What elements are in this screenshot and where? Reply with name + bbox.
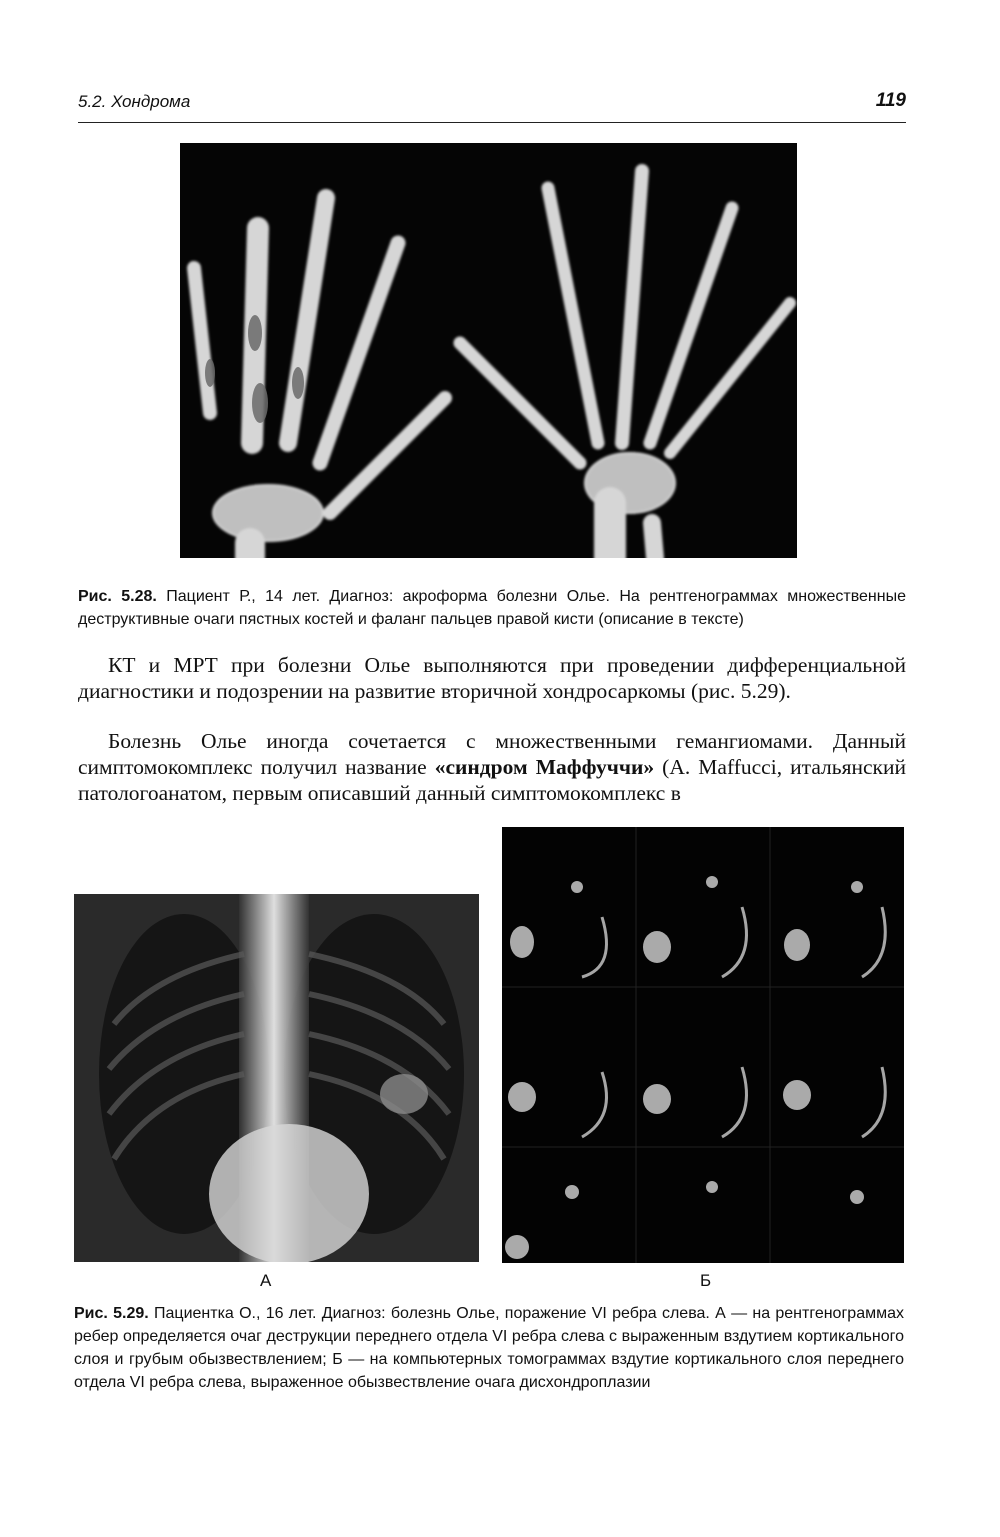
- ct-scans-image: [502, 827, 904, 1263]
- paragraph-maffucci-text-2: (A. Maffucci, итальянский патологоанатом, первым описавший данный симптомокомплекс в: [78, 755, 906, 805]
- figure-5-28-caption: [78, 585, 906, 631]
- paragraph-maffucci: [78, 728, 906, 806]
- maffucci-syndrome-term: «синдром Маффуччи»: [434, 755, 655, 779]
- running-header: [78, 88, 906, 123]
- figure-5-29-caption: [74, 1302, 904, 1394]
- figure-5-29-caption-text: Пациентка О., 16 лет. Диагноз: болезнь Олье, поражение VI ребра слева. А — на рентгенограммах ребер определяется очаг деструкции переднего отдела VI ребра слева с выраженным вздутием кортикального слоя и грубым обызвествлением; Б — на компьютерных томограммах вздутие кортикального слоя переднего отдела VI ребра слева, выраженное обызвествление очага дисхондроплазии: [74, 1305, 904, 1391]
- chest-xray-drawing: [74, 894, 479, 1262]
- chest-xray-image: [74, 894, 479, 1262]
- panel-label-a: А: [260, 1271, 272, 1290]
- paragraph-ct-mri: КТ и МРТ при болезни Олье выполняются при проведении дифференциальной диагностики и подозрении на развитие вторичной хондросаркомы (рис. 5.29).: [78, 653, 906, 703]
- figure-5-28-caption-text: Пациент Р., 14 лет. Диагноз: акроформа болезни Олье. На рентгенограммах множественные деструктивные очаги пястных костей и фаланг пальцев правой кисти (описание в тексте): [78, 588, 907, 628]
- hands-xray-image: [180, 143, 797, 558]
- figure-5-29-label: Рис. 5.29.: [74, 1305, 149, 1322]
- section-title: 5.2. Хондрома: [78, 92, 191, 111]
- hands-xray-drawing: [180, 143, 797, 558]
- ct-scans-drawing: [502, 827, 904, 1263]
- figure-5-28-label: Рис. 5.28.: [78, 588, 157, 605]
- panel-label-b: Б: [700, 1271, 712, 1290]
- paragraph-maffucci-text-1: Болезнь Олье иногда сочетается с множественными гемангиомами. Данный симптомокомплекс получил название: [78, 729, 906, 779]
- page-number: 119: [875, 90, 906, 111]
